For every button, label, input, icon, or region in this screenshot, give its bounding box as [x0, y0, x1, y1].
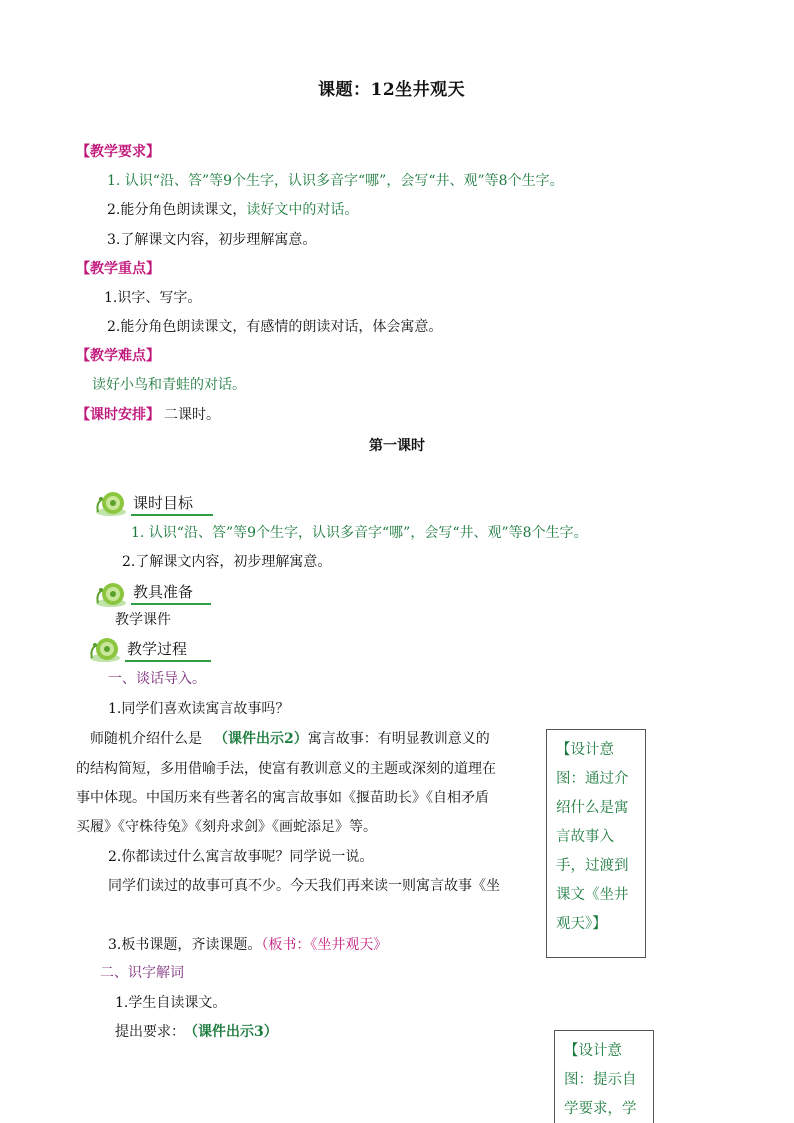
s2-q1: 1.学生自读课文。	[115, 995, 227, 1011]
req-item-2	[107, 200, 358, 220]
s2-req	[115, 1022, 278, 1042]
sched-text: 二课时。	[164, 407, 220, 423]
page-title: 课题：12坐井观天	[318, 80, 466, 100]
courseware-ref: （课件出示2）	[214, 731, 308, 747]
s1-para-line4: 买履》《守株待兔》《刻舟求剑》《画蛇添足》等。	[76, 819, 377, 835]
s2-heading: 二、识字解词	[100, 965, 184, 981]
s1-para-line1	[90, 729, 490, 749]
process-title: 教学过程	[125, 639, 211, 662]
s1-q2b: 同学们读过的故事可真不少。今天我们再来读一则寓言故事《坐	[108, 878, 500, 894]
s1-q3a: 3.板书课题，齐读课题。	[108, 937, 262, 953]
lesson-heading: 第一课时	[369, 438, 425, 454]
prep-title: 教具准备	[131, 582, 211, 605]
snail-icon	[88, 634, 122, 664]
focus-item-1: 1.识字、写字。	[104, 290, 202, 306]
snail-icon	[94, 488, 128, 518]
focus-item-2: 2.能分角色朗读课文，有感情的朗读对话，体会寓意。	[107, 319, 443, 335]
goals-item-2: 2.了解课文内容，初步理解寓意。	[122, 554, 332, 570]
diff-text: 读好小鸟和青蛙的对话。	[92, 377, 246, 393]
req-item-3: 3.了解课文内容，初步理解寓意。	[107, 232, 317, 248]
snail-icon	[94, 579, 128, 609]
req-item-1: 1. 认识“沿、答”等9个生字，认识多音字“哪”，会写“井、观”等8个生字。	[107, 173, 564, 189]
s1-para-c: 寓言故事：有明显教训意义的	[307, 731, 490, 747]
sched-line	[76, 405, 220, 425]
s1-para-line3: 事中体现。中国历来有些著名的寓言故事如《揠苗助长》《自相矛盾	[76, 790, 489, 806]
s1-para-line2: 的结构简短，多用借喻手法，使富有教训意义的主题或深刻的道理在	[76, 761, 496, 777]
board-note: （板书：《坐井观天》	[261, 937, 388, 953]
s1-heading: 一、谈话导入。	[108, 671, 206, 687]
goals-title: 课时目标	[131, 493, 213, 516]
s1-q2: 2.你都读过什么寓言故事呢？同学说一说。	[108, 849, 374, 865]
goals-item-1: 1. 认识“沿、答”等9个生字，认识多音字“哪”，会写“井、观”等8个生字。	[131, 525, 588, 541]
s1-q1: 1.同学们喜欢读寓言故事吗？	[108, 701, 290, 717]
req-item-2-a: 2.能分角色朗读课文，	[107, 202, 247, 218]
sched-heading: 【课时安排】	[76, 407, 160, 423]
s2-req-a: 提出要求：	[115, 1024, 185, 1040]
s1-para-a: 师随机介绍什么是	[90, 731, 202, 747]
diff-heading: 【教学难点】	[76, 348, 160, 364]
courseware-ref-2: （课件出示3）	[191, 1024, 278, 1040]
design-note-1: 【设计意图：通过介绍什么是寓言故事入手，过渡到课文《坐井观天》】	[546, 729, 646, 958]
s1-q3	[108, 935, 387, 955]
design-note-2: 【设计意图：提示自学要求，学	[554, 1030, 654, 1123]
req-item-2-b: 读好文中的对话。	[246, 202, 359, 218]
prep-text: 教学课件	[115, 612, 171, 628]
focus-heading: 【教学重点】	[76, 261, 160, 277]
req-heading: 【教学要求】	[76, 144, 160, 160]
